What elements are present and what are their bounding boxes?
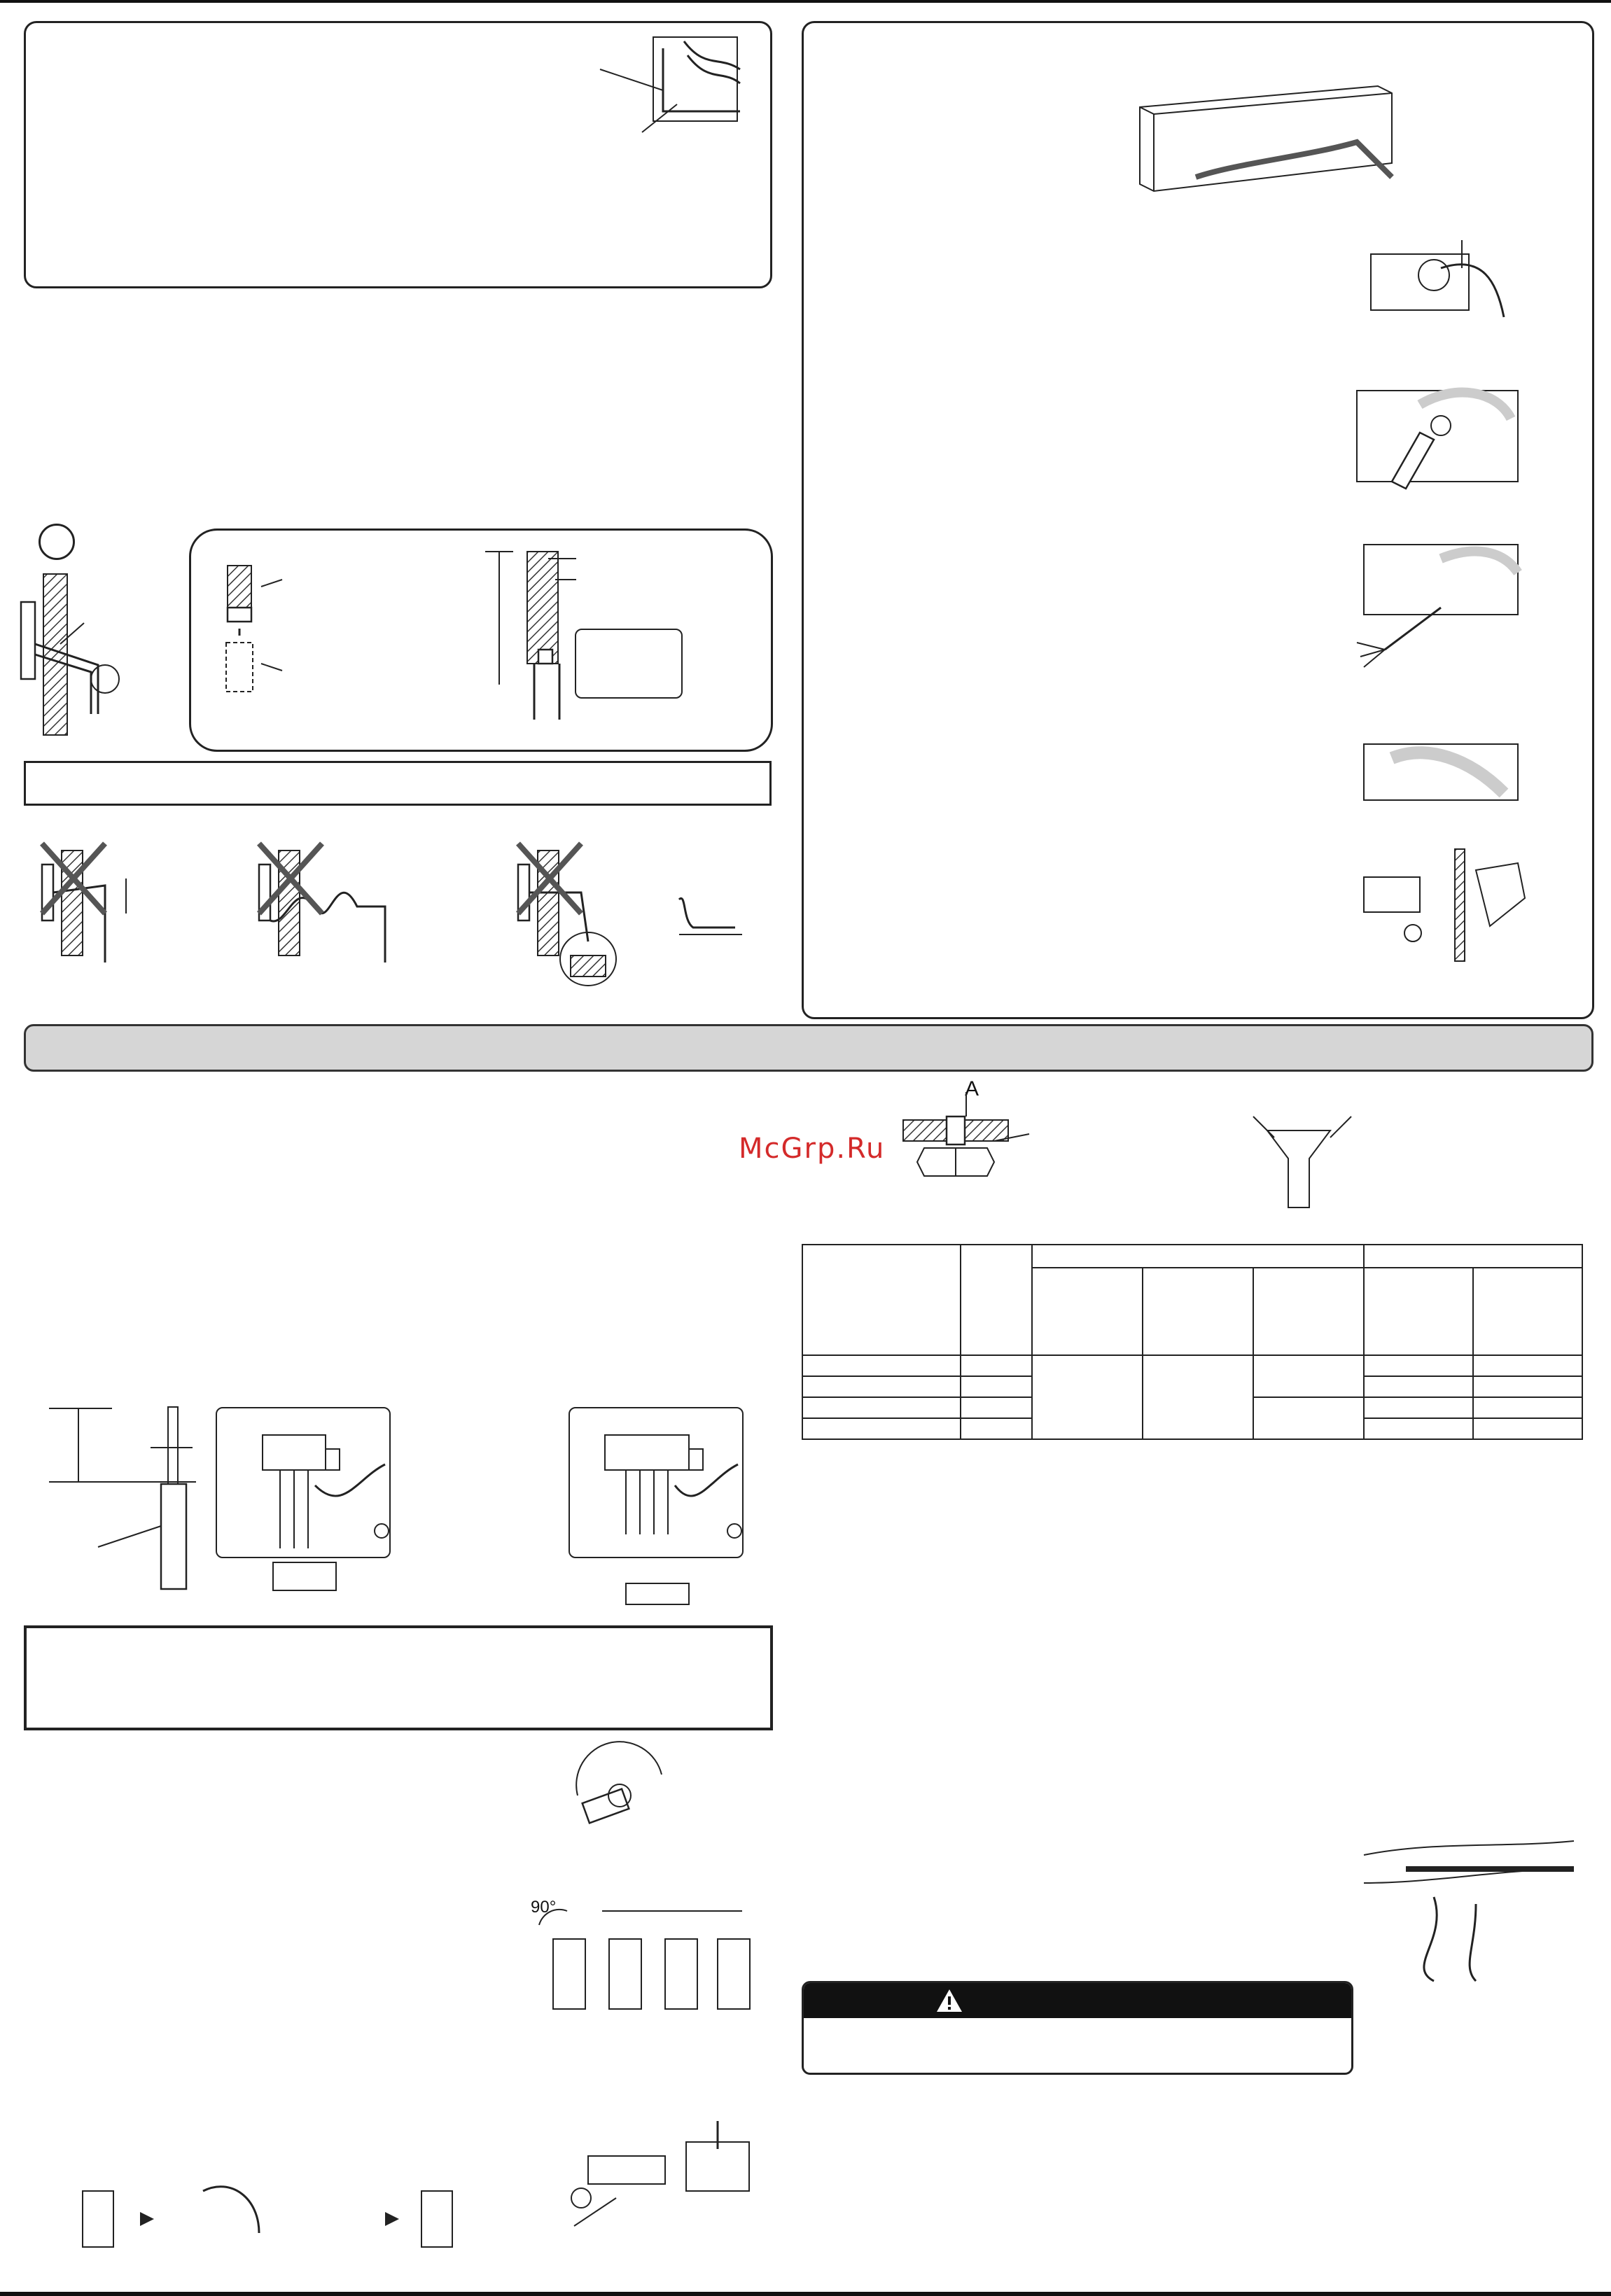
terminal-wiring-5p bbox=[570, 1408, 742, 1604]
terminal-block-panel-3p bbox=[216, 1407, 391, 1558]
incorrect-drain-rise bbox=[28, 836, 154, 962]
hose-connection-detail bbox=[212, 552, 296, 692]
caution-bar bbox=[24, 761, 772, 806]
step-wrap-hose-illustration bbox=[1357, 716, 1525, 828]
torque-wrench-illustration bbox=[1364, 1827, 1588, 1981]
indoor-unit-install-box bbox=[802, 21, 1594, 1019]
flare-pipe-illustration bbox=[1253, 1116, 1351, 1228]
angle-label: 90° bbox=[531, 1898, 557, 1917]
deburr-sequence-illustration bbox=[70, 2135, 560, 2247]
step-brush-illustration bbox=[1357, 538, 1525, 678]
terminal-wiring-3p bbox=[217, 1408, 389, 1604]
wire-strip-illustration bbox=[42, 1400, 210, 1610]
bottom-border-line bbox=[0, 2292, 1611, 2296]
warning-header bbox=[804, 1983, 1351, 2018]
flare-nut-illustration bbox=[882, 1092, 1050, 1218]
flare-spec-table bbox=[802, 1244, 1583, 1440]
hose-detail-box bbox=[189, 528, 773, 752]
flaring-tool-illustration bbox=[560, 2121, 763, 2233]
warning-box bbox=[802, 1981, 1353, 2075]
hose-circle-label bbox=[39, 524, 75, 560]
pipe-end-comparison bbox=[539, 1904, 763, 2016]
dimension-label-a: A bbox=[965, 1077, 979, 1100]
top-border-line bbox=[0, 0, 1611, 3]
terminal-block-panel-5p bbox=[569, 1407, 744, 1558]
wiring-warning-box bbox=[24, 1625, 773, 1730]
warning-triangle-icon bbox=[935, 1988, 963, 2013]
note-callout-box bbox=[575, 629, 683, 699]
pipe-cutter-illustration bbox=[571, 1754, 683, 1858]
drain-info-box bbox=[24, 21, 772, 288]
step-wall-cap-illustration bbox=[1357, 849, 1539, 975]
step-insert-hose-illustration bbox=[1357, 377, 1525, 503]
wall-hose-illustration bbox=[21, 560, 147, 756]
incorrect-drain-water bbox=[504, 836, 756, 990]
incorrect-drain-wave bbox=[245, 836, 385, 962]
drain-pipe-illustration bbox=[600, 27, 754, 125]
step-remove-cap-illustration bbox=[1357, 226, 1525, 338]
section-header-bar bbox=[24, 1024, 1593, 1072]
indoor-unit-illustration bbox=[1126, 79, 1420, 205]
watermark-text: McGrp.Ru bbox=[739, 1133, 886, 1165]
